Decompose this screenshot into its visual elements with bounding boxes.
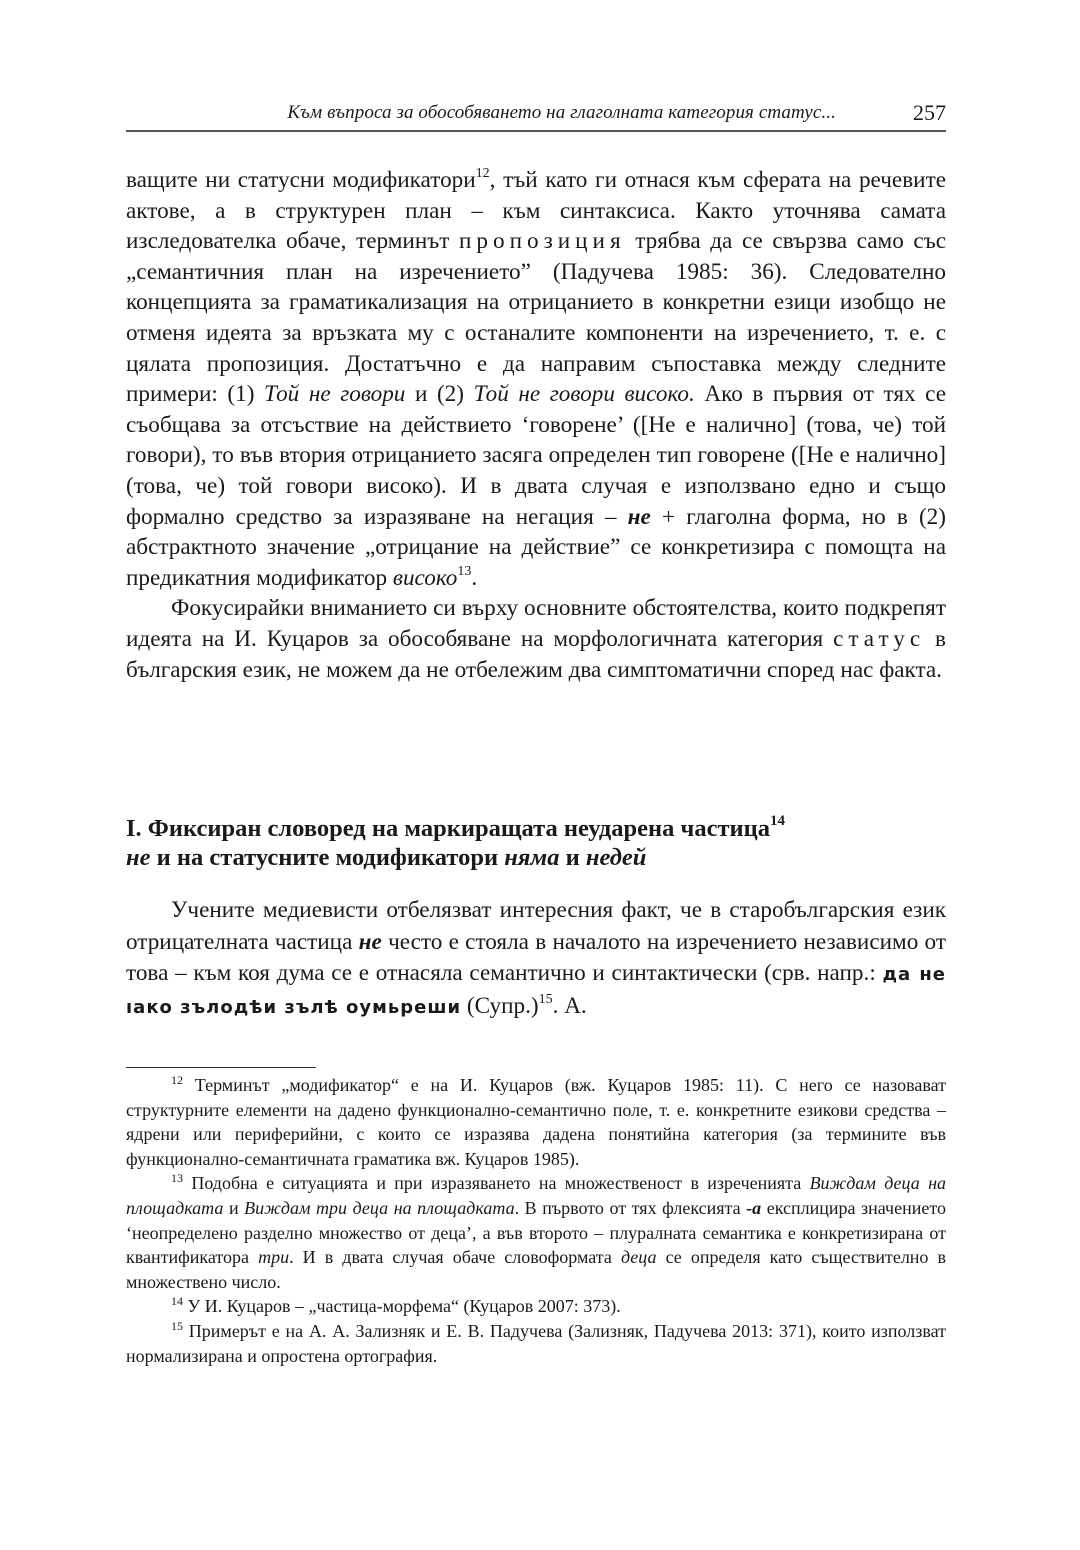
heading-text: I. Фиксиран словоред на маркиращата неударена частица <box>126 815 771 842</box>
body-text <box>126 165 946 685</box>
paragraph-3 <box>126 895 946 1023</box>
header-rule <box>126 130 946 132</box>
heading-text: и на статусните модификатори <box>150 844 505 871</box>
text: Учените медиевисти отбелязват интересния факт, че в старобългарския език отрицателната частица <box>126 897 946 955</box>
footnote-number: 15 <box>171 1318 183 1333</box>
footnotes <box>126 1073 946 1368</box>
footnote-text: Подобна е ситуацията и при изразяването на множественост в изреченията <box>191 1173 810 1194</box>
particle-ne: не <box>627 503 651 530</box>
old-church-slavonic-example: да не ıако зълодѣи зълѣ оумьреши <box>126 964 946 1018</box>
heading-nyama: няма <box>504 844 560 871</box>
running-head <box>126 100 946 130</box>
footnote-text: експлицира значението ‘неопределено разделно множество от деца’, а във второто – плуралната семантика е конкретизирана от квантификатора <box>126 1197 946 1268</box>
text: Ако в първия от тях се съобщава за отсъствие на действието ‘говорене’ ([Не е налично] (това, че) той говори), то във втория отрицанието засяга определен тип говорене ([Не е налично] (това, че) той говори високо). И в двата случая е използвано едно и също формално средство за изразяване на негация – <box>126 381 947 530</box>
footnote-15 <box>126 1319 946 1368</box>
running-head-title: Към въпроса за обособяването на глаголната категория статус... <box>287 102 836 123</box>
section-heading <box>126 814 946 872</box>
heading-ne: не <box>126 844 151 871</box>
text: Фокусирайки вниманието си върху основните обстоятелства, които подкрепят идеята на И. Куцаров за обособяване на морфологичната категория <box>126 595 946 652</box>
text: и (2) <box>405 381 474 408</box>
footnote-example: деца <box>620 1247 657 1268</box>
heading-text: и <box>559 844 586 871</box>
footnote-text: . И в двата случая обаче словоформата <box>289 1247 621 1268</box>
text: трябва да се свързва само със „семантичния план на изречението” (Падучева 1985: 36). Следователно концепцията за граматикализация на отрицанието в конкретни езици изобщо не отменя идеята за връзката му с останалите компоненти на изречението, т. е. с цялата пропозиция. Достатъчно е да направим съпоставка между следните примери: (1) <box>126 228 946 408</box>
paragraph-2 <box>126 593 946 685</box>
footnote-ref-13[interactable]: 13 <box>457 563 472 579</box>
text: ващите ни статусни модификатори <box>126 167 476 193</box>
text: в българския език, не можем да не отбележим два симптоматични според нас факта. <box>126 625 946 683</box>
footnote-number: 14 <box>171 1294 183 1309</box>
modifier-visoko: високо <box>392 564 458 591</box>
paragraph-1 <box>126 165 946 593</box>
text: + глаголна форма, но в (2) абстрактното значение „отрицание на действие” се конкретизира с помощта на предикатния модификатор <box>126 503 946 591</box>
footnote-ref-15[interactable]: 15 <box>538 991 553 1007</box>
footnote-ref-12[interactable]: 12 <box>475 166 490 181</box>
page-number: 257 <box>913 100 946 125</box>
body-text-2 <box>126 895 946 1023</box>
footnote-13 <box>126 1171 946 1294</box>
footnote-text: Примерът е на А. А. Зализняк и Е. В. Падучева (Зализняк, Падучева 2013: 371), които използват нормализирана и опростена ортография. <box>126 1320 947 1366</box>
footnote-text: се определя като съществително в множествено число. <box>126 1247 946 1292</box>
text: . А. <box>552 992 587 1019</box>
footnote-example: Виждам деца на площадката <box>126 1173 947 1218</box>
footnote-number: 12 <box>171 1073 183 1087</box>
term-proposition: пропозиция <box>458 228 626 255</box>
term-status: статус <box>833 625 926 652</box>
example-1: Той не говори <box>264 381 406 408</box>
footnote-12 <box>126 1073 946 1171</box>
footnote-text: Терминът „модификатор“ е на И. Куцаров (вж. Куцаров 1985: 11). С него се назовават структурните елементи на дадено функционално-семантично поле, т. е. конкретните езикови средства – ядрени или периферийни, с които се изразява дадена понятийна категория (за термините във функционално-семантичната граматика вж. Куцаров 1985). <box>126 1075 946 1169</box>
text: често е стояла в началото на изречението независимо от това – към коя дума се е отнасяла семантично и синтактически (срв. напр.: <box>126 928 946 986</box>
footnote-separator <box>126 1067 316 1068</box>
footnote-14 <box>126 1294 946 1319</box>
footnote-example: Виждам три деца на площадката <box>244 1197 515 1218</box>
footnote-number: 13 <box>171 1171 183 1186</box>
footnote-ref-14[interactable]: 14 <box>770 813 786 829</box>
footnote-example: три <box>258 1247 290 1268</box>
heading-nedey: недей <box>585 844 647 871</box>
footnote-text: . В първото от тях флексията <box>514 1197 747 1218</box>
footnote-text: У И. Куцаров – „частица-морфема“ (Куцаров 2007: 373). <box>187 1296 621 1317</box>
footnote-text: и <box>223 1197 245 1218</box>
footnote-inflection: -а <box>746 1197 762 1218</box>
text: (Супр.) <box>461 992 539 1019</box>
particle-ne: не <box>358 928 382 955</box>
text: . <box>471 564 478 591</box>
example-2: Той не говори високо. <box>473 381 695 408</box>
text: , тъй като ги отнася към сферата на речевите актове, а в структурен план – към синтаксиса. Както уточнява самата изследователка обаче, терминът <box>126 167 946 255</box>
